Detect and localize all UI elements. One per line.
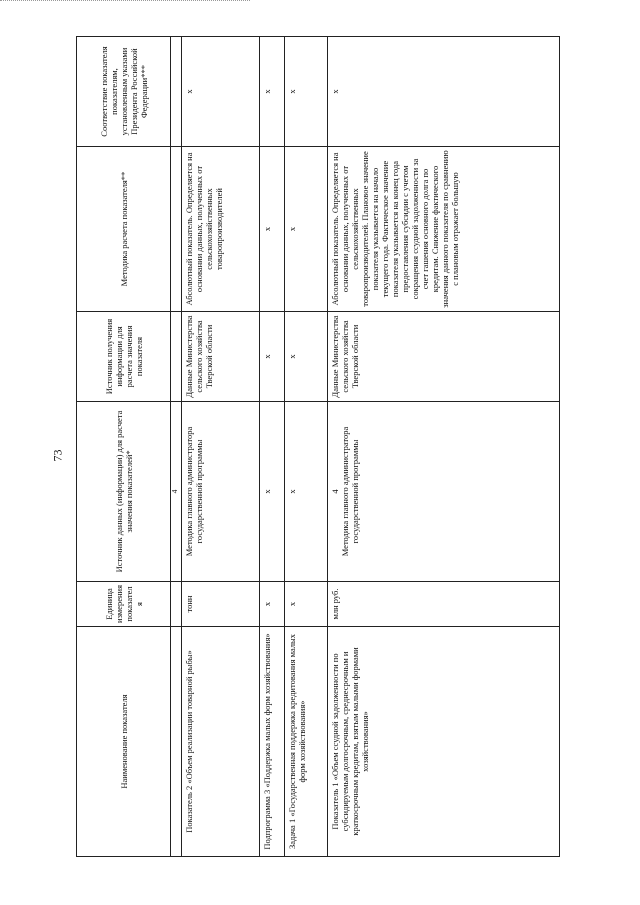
method-cell: Абсолютный показатель. Определяется на основании данных, полученных от сельскохозяйственных товаропроизводителей. Плановое значение показателя указывается на начало текущего года. Фактическое значение показателя указывается на конец года предоставления субсидии с учетом сокращения ссудной задолженности за счет гашения основного долга по кредитам. Снижение фактического значения данного показателя по сравнению с плановым отражает большую [328,147,560,312]
column-number-4 [171,312,182,402]
table-row [328,37,560,857]
indicator-name-cell: Показатель 2 «Объем реализации товарной рыбы» [182,627,259,857]
rotated-table-container [76,37,560,857]
scan-edge-mark [0,0,250,6]
method-cell: х [259,147,285,312]
header-unit: Единица измерения показателя [77,582,171,627]
data-source-cell: х [259,402,285,582]
data-source-number: 4 [330,489,341,494]
info-source-cell: х [259,312,285,402]
page-number: 73 [50,449,65,462]
column-number-6 [171,37,182,147]
data-source-cell: х [285,402,328,582]
column-number-5 [171,147,182,312]
compliance-cell: х [182,37,259,147]
table-row [285,37,328,857]
header-presidential-compliance: Соответствие показателя показателям, установленным указами Президента Российской Федерации*** [77,37,171,147]
table-row [259,37,285,857]
indicator-name-cell: Показатель 1 «Объем ссудной задолженности по субсидируемым долгосрочным, среднесрочным и краткосрочным кредитам, взятым малыми формами хозяйствования» [328,627,560,857]
column-number-2 [171,582,182,627]
column-number-row [171,37,182,857]
unit-cell: х [259,582,285,627]
method-cell: Абсолютный показатель. Определяется на основании данных, полученных от сельскохозяйственных товаропроизводителей [182,147,259,312]
info-source-cell: Данные Министерства сельского хозяйства Тверской области [182,312,259,402]
table-row [182,37,259,857]
method-cell: х [285,147,328,312]
indicator-methodology-table [76,36,560,857]
header-calculation-method: Методика расчета показателя** [77,147,171,312]
table-header-row [77,37,171,857]
data-source-text: Методика главного администратора государственной программы [340,426,361,557]
header-info-source: Источник получения информации для расчета значения показателя [77,312,171,402]
indicator-name-cell: Подпрограмма 3 «Поддержка малых форм хозяйствования» [259,627,285,857]
unit-cell: х [285,582,328,627]
info-source-cell: Данные Министерства сельского хозяйства Тверской области [328,312,560,402]
compliance-cell: х [328,37,560,147]
column-number-3: 4 [171,402,182,582]
unit-cell: тонн [182,582,259,627]
unit-cell: млн руб. [328,582,560,627]
info-source-cell: х [285,312,328,402]
compliance-cell: х [285,37,328,147]
data-source-cell: Методика главного администратора государственной программы [182,402,259,582]
compliance-cell: х [259,37,285,147]
data-source-cell [328,402,560,582]
column-number-1 [171,627,182,857]
header-indicator-name: Наименование показателя [77,627,171,857]
indicator-name-cell: Задача 1 «Государственная поддержка кредитования малых форм хозяйствования» [285,627,328,857]
header-data-source: Источник данных (информации) для расчета значения показателей* [77,402,171,582]
